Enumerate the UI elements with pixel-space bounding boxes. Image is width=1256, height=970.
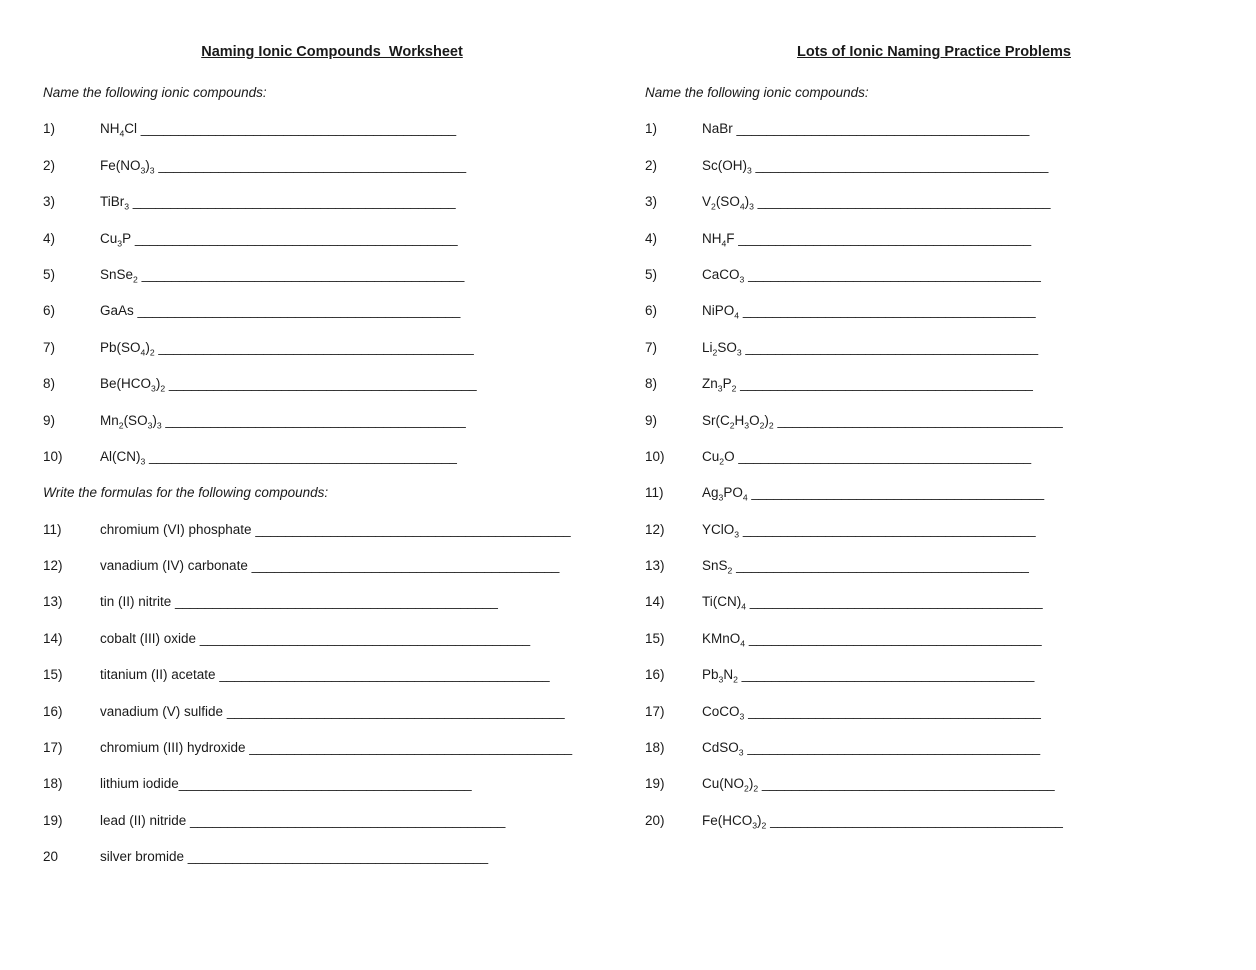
- item-number: 19): [43, 812, 63, 828]
- item-label: lithium iodide: [100, 776, 179, 792]
- item-label: NiPO$_4$: [702, 303, 740, 322]
- answer-blank: _______________________________________: [737, 667, 1035, 683]
- item-number: 5): [645, 266, 658, 282]
- worksheet-item: [645, 484, 1223, 520]
- answer-blank: _______________________________________: [732, 558, 1029, 574]
- worksheet-item: [43, 448, 621, 484]
- item-number: 18): [645, 740, 665, 756]
- item-label: CaCO$_3$: [702, 266, 745, 285]
- left-formula-list: [43, 521, 621, 885]
- right-worksheet-title: Lots of Ionic Naming Practice Problems: [797, 44, 1071, 60]
- worksheet-item: [645, 302, 1223, 338]
- answer-blank: ________________________________________: [184, 849, 489, 865]
- worksheet-item: [43, 593, 621, 629]
- worksheet-item: [645, 375, 1223, 411]
- answer-blank: ___________________________________________: [129, 194, 456, 210]
- item-label: $Ti(CN)_4$: [702, 594, 747, 613]
- answer-blank: ___________________________________________: [131, 230, 458, 246]
- worksheet-item: [43, 120, 621, 156]
- item-label: $Cu_2O$: [702, 448, 735, 467]
- item-number: 15): [43, 667, 63, 683]
- worksheet-item: [645, 630, 1223, 666]
- answer-blank: ___________________________________________: [171, 594, 498, 610]
- item-label: $NH_4Cl$: [100, 121, 138, 140]
- worksheet-item: [645, 666, 1223, 702]
- answer-blank: _______________________________________: [747, 485, 1045, 501]
- item-label: silver bromide: [100, 849, 185, 865]
- item-number: 8): [645, 376, 658, 392]
- item-label: vanadium (V) sulfide: [100, 703, 224, 719]
- answer-blank: _________________________________________: [247, 558, 560, 574]
- worksheet-item: [645, 230, 1223, 266]
- worksheet-item: [645, 593, 1223, 629]
- answer-blank: _______________________________________: [178, 776, 472, 792]
- worksheet-item: [645, 703, 1223, 739]
- item-number: 13): [43, 594, 63, 610]
- answer-blank: ____________________________________________: [215, 667, 550, 683]
- answer-blank: _______________________________________: [739, 303, 1036, 319]
- item-number: 8): [43, 376, 56, 392]
- item-label: $Li_2SO_3$: [702, 339, 742, 358]
- worksheet-item: [43, 302, 621, 338]
- item-number: 10): [43, 448, 63, 464]
- answer-blank: ___________________________________________: [133, 303, 461, 319]
- worksheet-item: [645, 812, 1223, 848]
- answer-blank: _________________________________________: [154, 157, 467, 173]
- answer-blank: _______________________________________: [741, 339, 1039, 355]
- item-number: 12): [645, 521, 665, 537]
- answer-blank: _______________________________________: [745, 630, 1042, 646]
- worksheet-item: [43, 557, 621, 593]
- item-number: 14): [645, 594, 665, 610]
- answer-blank: _______________________________________: [766, 812, 1063, 828]
- item-label: YClO$_3$: [702, 521, 740, 540]
- item-number: 9): [645, 412, 658, 428]
- item-number: 7): [645, 339, 658, 355]
- item-label: $Cu(NO_2)_2$: [702, 776, 759, 795]
- item-label: $Sr(C_2H_3O_2)_2$: [702, 412, 774, 431]
- item-number: 11): [43, 521, 62, 537]
- item-number: 16): [43, 703, 63, 719]
- worksheet-item: [645, 448, 1223, 484]
- item-label: CdSO$_3$: [702, 740, 744, 758]
- item-label: $Pb(SO_4)_2$: [100, 339, 155, 358]
- answer-blank: _______________________________________: [739, 521, 1036, 537]
- answer-blank: _______________________________________: [743, 740, 1041, 756]
- answer-blank: ___________________________________________: [137, 266, 465, 282]
- worksheet-item: [43, 375, 621, 411]
- item-number: 12): [43, 558, 63, 574]
- worksheet-item: [43, 812, 621, 848]
- worksheet-item: [645, 557, 1223, 593]
- answer-blank: _______________________________________: [744, 703, 1041, 719]
- item-number: 3): [43, 194, 56, 210]
- answer-blank: ___________________________________________: [245, 740, 573, 756]
- left-worksheet: [43, 44, 621, 885]
- item-label: $Mn_2(SO_3)_3$: [100, 412, 162, 431]
- answer-blank: _______________________________________: [746, 594, 1043, 610]
- item-number: 1): [645, 121, 658, 137]
- worksheet-item: [645, 412, 1223, 448]
- item-label: $V_2(SO_4)_3$: [702, 194, 754, 212]
- item-label: $Fe(NO_3)_3$: [100, 157, 155, 176]
- item-number: 2): [43, 157, 56, 173]
- item-label: SnS$_2$: [702, 558, 733, 576]
- worksheet-item: [645, 193, 1223, 229]
- item-number: 15): [645, 630, 665, 646]
- worksheet-item: [43, 193, 621, 229]
- item-number: 9): [43, 412, 56, 428]
- worksheet-item: [43, 521, 621, 557]
- answer-blank: _______________________________________: [736, 376, 1033, 392]
- left-section1-heading: Name the following ionic compounds:: [43, 85, 267, 100]
- item-number: 4): [645, 230, 658, 246]
- item-number: 1): [43, 121, 56, 137]
- worksheet-item: [645, 739, 1223, 775]
- worksheet-item: [645, 266, 1223, 302]
- answer-blank: _______________________________________: [744, 266, 1041, 282]
- answer-blank: __________________________________________: [137, 121, 457, 137]
- item-number: 5): [43, 266, 56, 282]
- worksheet-item: [43, 666, 621, 702]
- left-worksheet-title: Naming Ionic Compounds Worksheet: [201, 44, 463, 60]
- worksheet-item: [43, 630, 621, 666]
- answer-blank: ______________________________________: [773, 412, 1063, 428]
- answer-blank: _________________________________________: [165, 376, 477, 392]
- item-number: 7): [43, 339, 56, 355]
- left-naming-list: [43, 120, 621, 484]
- item-number: 4): [43, 230, 56, 246]
- item-number: 3): [645, 194, 658, 210]
- worksheet-item: [645, 120, 1223, 156]
- worksheet-item: [43, 848, 621, 884]
- item-label: $NH_4F$: [702, 230, 735, 249]
- item-label: $Be(HCO_3)_2$: [100, 376, 166, 394]
- item-label: CoCO$_3$: [702, 703, 745, 722]
- item-number: 17): [43, 740, 63, 756]
- worksheet-item: [645, 521, 1223, 557]
- item-label: cobalt (III) oxide: [100, 630, 197, 646]
- answer-blank: __________________________________________: [251, 521, 571, 537]
- right-naming-list: [645, 120, 1223, 848]
- item-number: 2): [645, 157, 658, 173]
- answer-blank: __________________________________________: [154, 339, 474, 355]
- item-number: 20: [43, 849, 59, 865]
- item-label: SnSe$_2$: [100, 266, 138, 285]
- worksheet-item: [43, 339, 621, 375]
- item-label: GaAs: [100, 303, 134, 319]
- item-number: 13): [645, 558, 665, 574]
- item-number: 19): [645, 776, 665, 792]
- item-label: $Cu_3P$: [100, 230, 132, 249]
- item-label: tin (II) nitrite: [100, 594, 172, 610]
- worksheet-item: [43, 266, 621, 302]
- answer-blank: _______________________________________: [751, 157, 1049, 173]
- answer-blank: _______________________________________: [758, 776, 1055, 792]
- answer-blank: _______________________________________: [734, 230, 1032, 246]
- item-number: 11): [645, 485, 664, 501]
- item-number: 10): [645, 448, 665, 464]
- worksheet-item: [43, 703, 621, 739]
- left-section2-heading: Write the formulas for the following compounds:: [43, 485, 329, 501]
- item-number: 16): [645, 667, 665, 683]
- worksheet-item: [43, 739, 621, 775]
- worksheet-item: [43, 775, 621, 811]
- item-label: $Fe(HCO_3)_2$: [702, 812, 767, 831]
- answer-blank: _______________________________________: [753, 194, 1051, 210]
- worksheet-item: [645, 775, 1223, 811]
- item-number: 17): [645, 703, 665, 719]
- item-label: TiBr$_3$: [100, 194, 130, 212]
- right-section-heading: Name the following ionic compounds:: [645, 85, 869, 100]
- item-number: 6): [43, 303, 56, 319]
- item-label: $Pb_3N_2$: [702, 667, 738, 685]
- item-label: KMnO$_4$: [702, 630, 746, 649]
- answer-blank: __________________________________________: [186, 812, 506, 828]
- answer-blank: ____________________________________________: [196, 630, 531, 646]
- item-label: NaBr: [702, 121, 733, 137]
- worksheet-item: [645, 157, 1223, 193]
- answer-blank: _______________________________________: [734, 448, 1032, 464]
- right-worksheet: [645, 44, 1223, 848]
- answer-blank: _________________________________________: [145, 448, 457, 464]
- worksheet-item: [645, 339, 1223, 375]
- worksheet-item: [43, 157, 621, 193]
- item-label: $Al(CN)_3$: [100, 448, 146, 467]
- answer-blank: _______________________________________: [732, 121, 1030, 137]
- item-label: lead (II) nitride: [100, 812, 187, 828]
- item-number: 18): [43, 776, 63, 792]
- item-label: chromium (III) hydroxide: [100, 740, 246, 756]
- item-number: 14): [43, 630, 63, 646]
- answer-blank: ________________________________________: [161, 412, 466, 428]
- item-label: titanium (II) acetate: [100, 667, 216, 683]
- item-label: $Ag_3PO_4$: [702, 485, 748, 503]
- answer-blank: _____________________________________________: [223, 703, 565, 719]
- worksheet-item: [43, 412, 621, 448]
- item-label: $Sc(OH)_3$: [702, 157, 752, 176]
- item-number: 6): [645, 303, 658, 319]
- item-label: chromium (VI) phosphate: [100, 521, 252, 537]
- item-label: vanadium (IV) carbonate: [100, 558, 248, 574]
- item-label: $Zn_3P_2$: [702, 376, 737, 394]
- item-number: 20): [645, 812, 665, 828]
- worksheet-item: [43, 230, 621, 266]
